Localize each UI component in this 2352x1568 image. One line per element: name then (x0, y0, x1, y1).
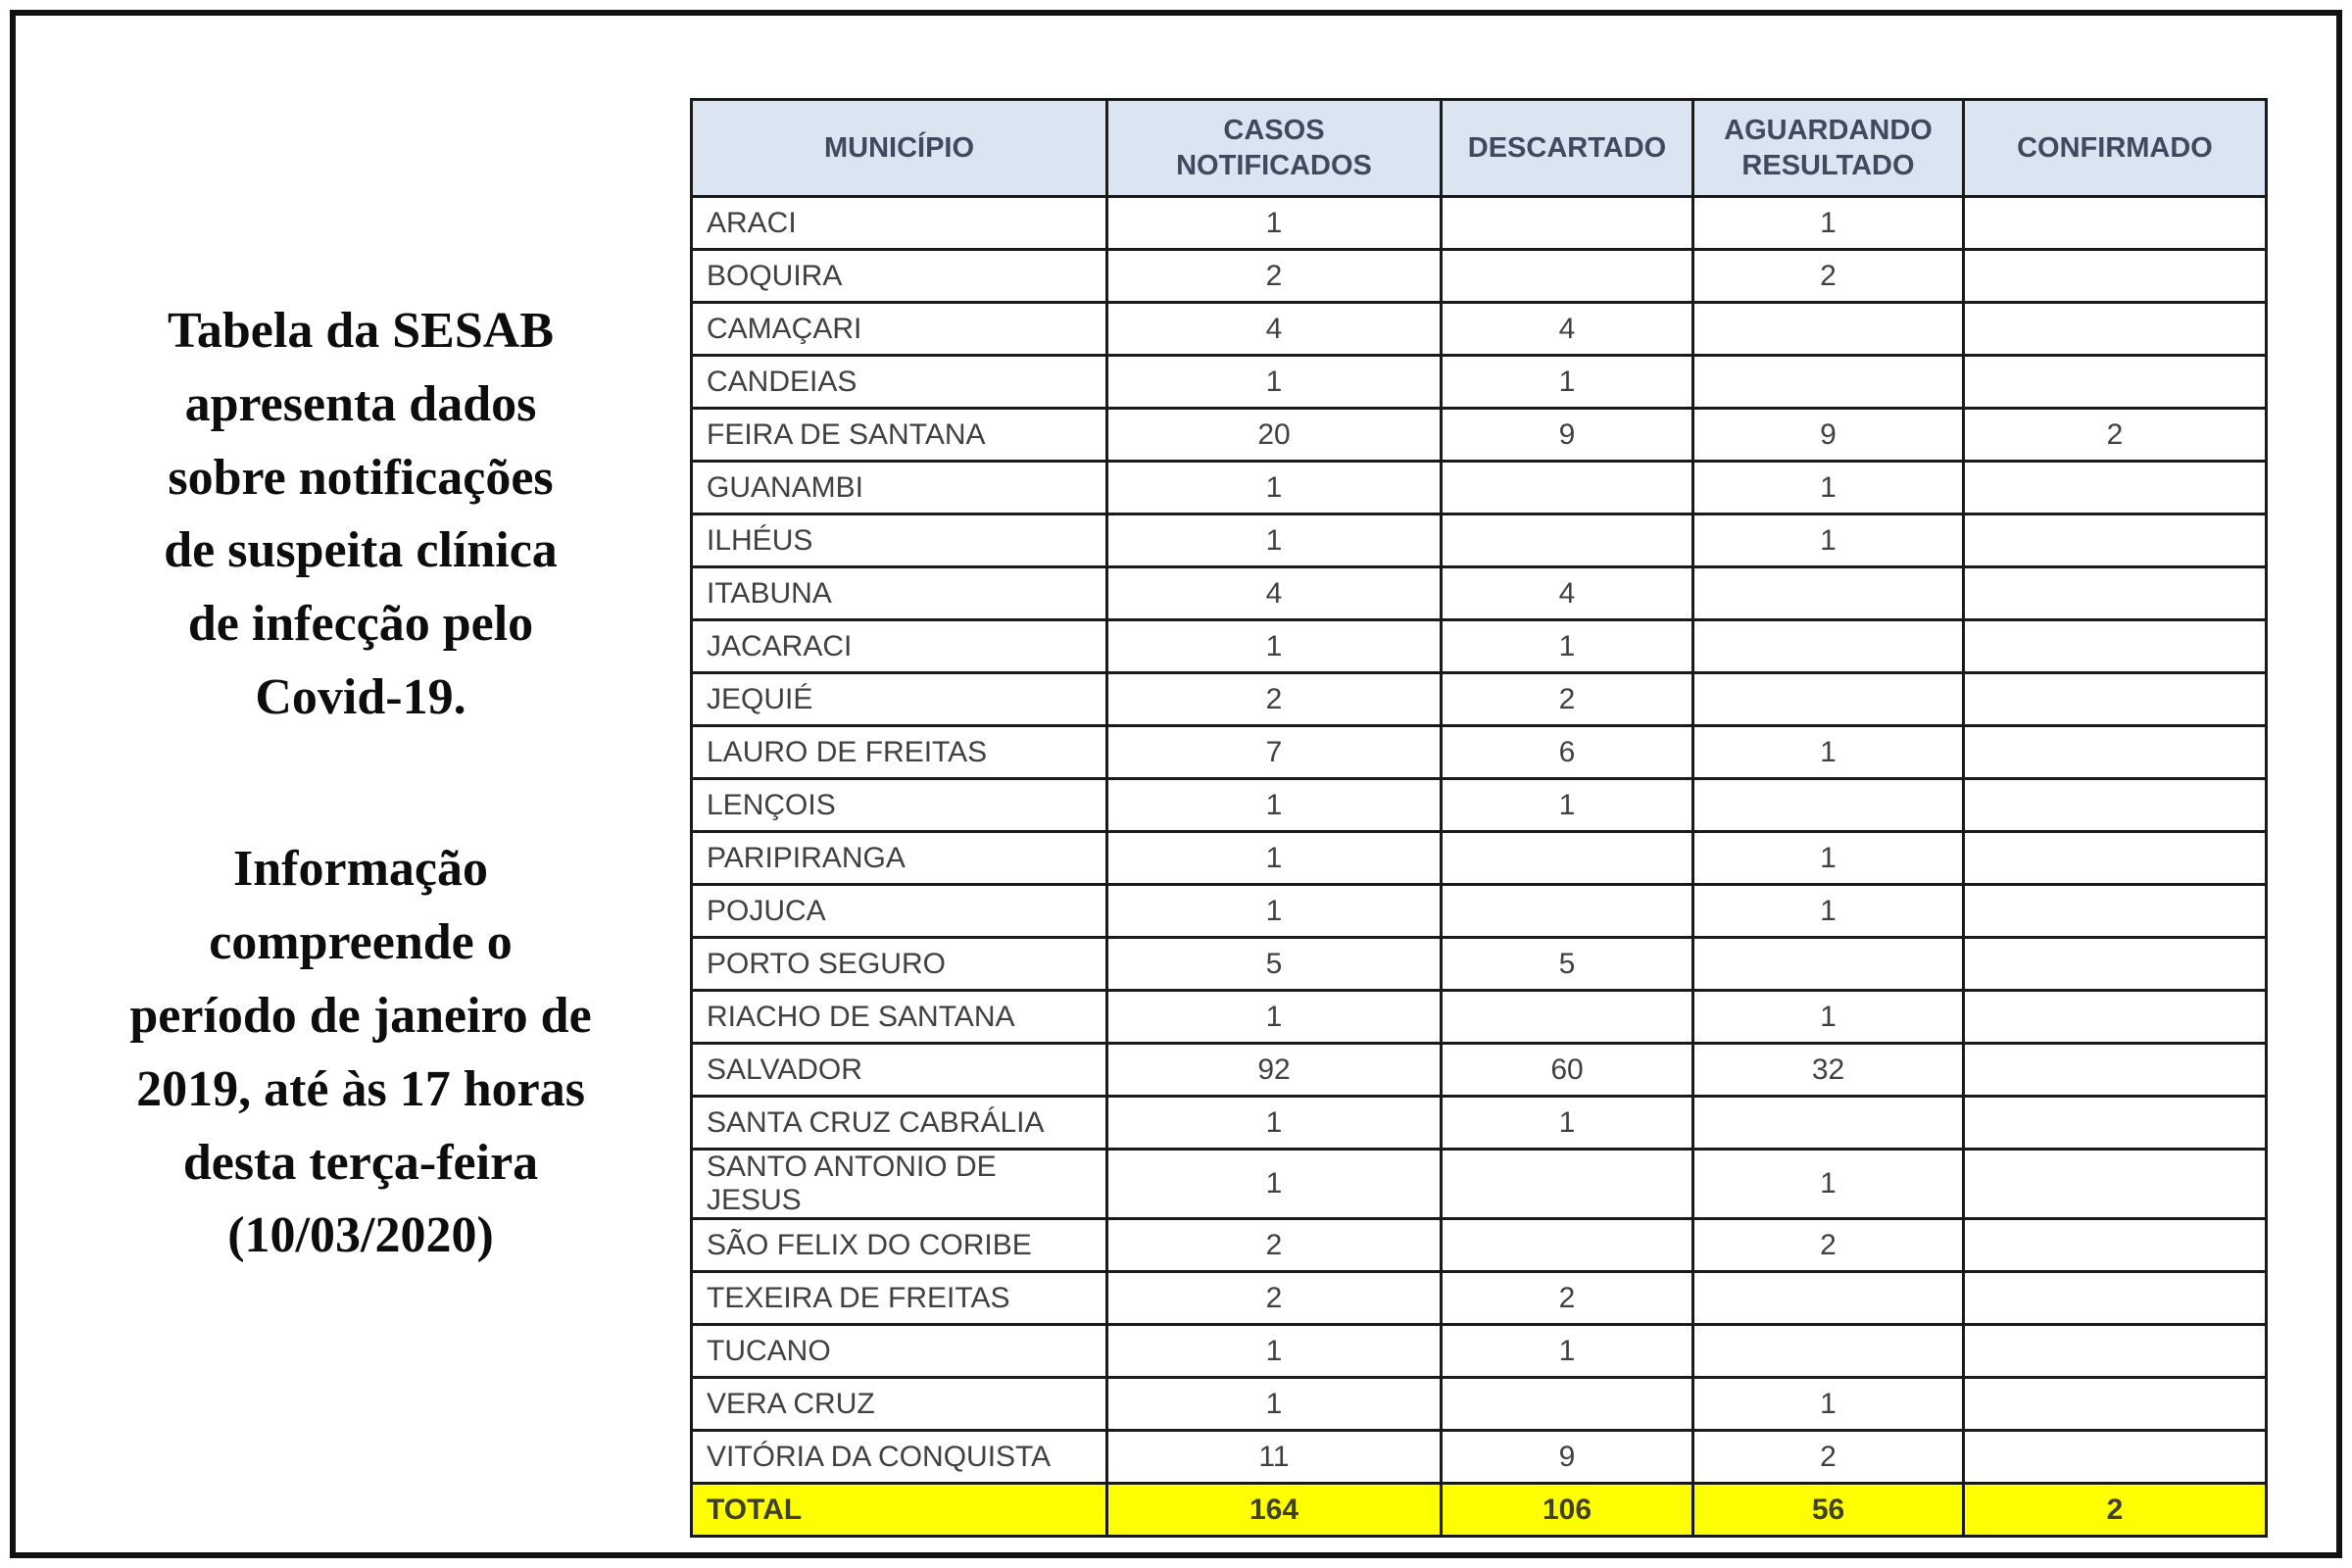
casos-notificados-cell: 1 (1107, 991, 1442, 1044)
caption-line: apresenta dados (184, 375, 537, 432)
municipality-cell: JEQUIÉ (692, 673, 1107, 726)
municipality-cell: GUANAMBI (692, 462, 1107, 514)
descartado-cell: 2 (1442, 1272, 1693, 1325)
aguardando-resultado-cell (1693, 1097, 1964, 1150)
descartado-cell (1442, 462, 1693, 514)
confirmado-cell (1964, 197, 2267, 250)
caption-line: Covid-19. (255, 669, 466, 726)
municipality-cell: CAMAÇARI (692, 303, 1107, 356)
confirmado-cell (1964, 938, 2267, 991)
column-header-municipio: MUNICÍPIO (692, 100, 1107, 197)
casos-notificados-cell: 2 (1107, 250, 1442, 303)
descartado-cell (1442, 197, 1693, 250)
aguardando-resultado-cell (1693, 303, 1964, 356)
confirmado-cell (1964, 1044, 2267, 1097)
table-row (692, 1484, 2267, 1537)
aguardando-resultado-cell: 1 (1693, 514, 1964, 567)
table-row (692, 1272, 2267, 1325)
descartado-cell: 4 (1442, 303, 1693, 356)
aguardando-resultado-cell (1693, 938, 1964, 991)
confirmado-cell (1964, 1150, 2267, 1219)
casos-notificados-cell: 1 (1107, 356, 1442, 409)
casos-notificados-cell: 2 (1107, 673, 1442, 726)
table-row (692, 462, 2267, 514)
descartado-cell: 60 (1442, 1044, 1693, 1097)
table-row (692, 1097, 2267, 1150)
descartado-cell (1442, 514, 1693, 567)
table-row (692, 356, 2267, 409)
table-row (692, 1219, 2267, 1272)
municipality-cell: LENÇOIS (692, 779, 1107, 832)
casos-notificados-cell: 2 (1107, 1272, 1442, 1325)
descartado-cell: 4 (1442, 567, 1693, 620)
table-row (692, 409, 2267, 462)
aguardando-resultado-cell: 1 (1693, 197, 1964, 250)
descartado-cell (1442, 250, 1693, 303)
descartado-cell (1442, 991, 1693, 1044)
table-row (692, 1325, 2267, 1378)
confirmado-cell (1964, 779, 2267, 832)
column-header-confirmado: CONFIRMADO (1964, 100, 2267, 197)
municipality-cell: JACARACI (692, 620, 1107, 673)
descartado-cell: 1 (1442, 779, 1693, 832)
descartado-cell: 5 (1442, 938, 1693, 991)
casos-notificados-cell: 1 (1107, 1150, 1442, 1219)
caption-paragraph-1 (47, 295, 674, 735)
descartado-cell: 1 (1442, 620, 1693, 673)
casos-notificados-cell: 5 (1107, 938, 1442, 991)
municipality-cell: PARIPIRANGA (692, 832, 1107, 885)
aguardando-resultado-cell: 2 (1693, 250, 1964, 303)
table-row (692, 1150, 2267, 1219)
confirmado-cell (1964, 1431, 2267, 1484)
table-row (692, 673, 2267, 726)
confirmado-cell (1964, 250, 2267, 303)
casos-notificados-cell: 7 (1107, 726, 1442, 779)
casos-notificados-cell: 92 (1107, 1044, 1442, 1097)
caption-line: desta terça-feira (182, 1134, 539, 1191)
municipality-cell: ITABUNA (692, 567, 1107, 620)
confirmado-cell (1964, 567, 2267, 620)
table-row (692, 250, 2267, 303)
casos-notificados-cell: 4 (1107, 303, 1442, 356)
caption-line: (10/03/2020) (227, 1207, 494, 1264)
table-row (692, 832, 2267, 885)
casos-notificados-cell: 1 (1107, 620, 1442, 673)
municipality-cell: SANTA CRUZ CABRÁLIA (692, 1097, 1107, 1150)
table-row (692, 885, 2267, 938)
municipality-cell: ARACI (692, 197, 1107, 250)
aguardando-resultado-cell: 1 (1693, 991, 1964, 1044)
aguardando-resultado-cell: 1 (1693, 832, 1964, 885)
municipality-cell: FEIRA DE SANTANA (692, 409, 1107, 462)
aguardando-resultado-cell: 1 (1693, 885, 1964, 938)
casos-notificados-cell: 1 (1107, 462, 1442, 514)
table-row (692, 514, 2267, 567)
confirmado-cell (1964, 832, 2267, 885)
casos-notificados-cell: 1 (1107, 197, 1442, 250)
municipality-cell: TUCANO (692, 1325, 1107, 1378)
aguardando-resultado-cell: 56 (1693, 1484, 1964, 1537)
municipality-cell: ILHÉUS (692, 514, 1107, 567)
casos-notificados-cell: 1 (1107, 832, 1442, 885)
municipality-cell: POJUCA (692, 885, 1107, 938)
aguardando-resultado-cell: 1 (1693, 1378, 1964, 1431)
caption (47, 0, 674, 1568)
aguardando-resultado-cell (1693, 1325, 1964, 1378)
casos-notificados-cell: 20 (1107, 409, 1442, 462)
casos-notificados-cell: 2 (1107, 1219, 1442, 1272)
caption-line: período de janeiro de (129, 987, 592, 1044)
table-body (692, 197, 2267, 1537)
municipality-cell: LAURO DE FREITAS (692, 726, 1107, 779)
descartado-cell (1442, 1378, 1693, 1431)
confirmado-cell (1964, 1219, 2267, 1272)
column-header-casos-notificados: CASOS NOTIFICADOS (1107, 100, 1442, 197)
column-header-descartado: DESCARTADO (1442, 100, 1693, 197)
casos-notificados-cell: 4 (1107, 567, 1442, 620)
table-row (692, 197, 2267, 250)
descartado-cell: 6 (1442, 726, 1693, 779)
caption-paragraph-2 (47, 833, 674, 1273)
aguardando-resultado-cell: 9 (1693, 409, 1964, 462)
table-row (692, 1044, 2267, 1097)
descartado-cell: 106 (1442, 1484, 1693, 1537)
covid-notifications-table (690, 98, 2268, 1538)
municipality-cell: CANDEIAS (692, 356, 1107, 409)
confirmado-cell (1964, 462, 2267, 514)
descartado-cell: 2 (1442, 673, 1693, 726)
municipality-cell: SÃO FELIX DO CORIBE (692, 1219, 1107, 1272)
municipality-cell: TEXEIRA DE FREITAS (692, 1272, 1107, 1325)
descartado-cell (1442, 1150, 1693, 1219)
aguardando-resultado-cell: 2 (1693, 1219, 1964, 1272)
descartado-cell: 9 (1442, 1431, 1693, 1484)
table-row (692, 938, 2267, 991)
confirmado-cell (1964, 620, 2267, 673)
aguardando-resultado-cell: 32 (1693, 1044, 1964, 1097)
caption-line: 2019, até às 17 horas (136, 1060, 585, 1117)
municipality-cell: RIACHO DE SANTANA (692, 991, 1107, 1044)
table-row (692, 991, 2267, 1044)
table-row (692, 1378, 2267, 1431)
aguardando-resultado-cell (1693, 779, 1964, 832)
caption-line: de suspeita clínica (164, 522, 558, 579)
casos-notificados-cell: 1 (1107, 1097, 1442, 1150)
municipality-cell: VERA CRUZ (692, 1378, 1107, 1431)
confirmado-cell (1964, 1272, 2267, 1325)
aguardando-resultado-cell: 2 (1693, 1431, 1964, 1484)
municipality-cell: BOQUIRA (692, 250, 1107, 303)
confirmado-cell: 2 (1964, 1484, 2267, 1537)
column-header-aguardando-resultado: AGUARDANDO RESULTADO (1693, 100, 1964, 197)
confirmado-cell (1964, 673, 2267, 726)
table-row (692, 779, 2267, 832)
confirmado-cell (1964, 1097, 2267, 1150)
confirmado-cell (1964, 991, 2267, 1044)
descartado-cell: 1 (1442, 356, 1693, 409)
aguardando-resultado-cell: 1 (1693, 462, 1964, 514)
confirmado-cell (1964, 356, 2267, 409)
confirmado-cell (1964, 514, 2267, 567)
caption-line: Informação (233, 841, 488, 897)
descartado-cell: 1 (1442, 1325, 1693, 1378)
casos-notificados-cell: 1 (1107, 1325, 1442, 1378)
municipality-cell: VITÓRIA DA CONQUISTA (692, 1431, 1107, 1484)
descartado-cell (1442, 885, 1693, 938)
aguardando-resultado-cell (1693, 620, 1964, 673)
confirmado-cell: 2 (1964, 409, 2267, 462)
confirmado-cell (1964, 726, 2267, 779)
municipality-cell: PORTO SEGURO (692, 938, 1107, 991)
aguardando-resultado-cell (1693, 567, 1964, 620)
descartado-cell: 9 (1442, 409, 1693, 462)
caption-line: sobre notificações (168, 449, 554, 506)
confirmado-cell (1964, 303, 2267, 356)
table-row (692, 620, 2267, 673)
descartado-cell (1442, 1219, 1693, 1272)
descartado-cell (1442, 832, 1693, 885)
casos-notificados-cell: 164 (1107, 1484, 1442, 1537)
caption-line: de infecção pelo (187, 596, 534, 653)
casos-notificados-cell: 1 (1107, 885, 1442, 938)
table-row (692, 1431, 2267, 1484)
casos-notificados-cell: 1 (1107, 514, 1442, 567)
descartado-cell: 1 (1442, 1097, 1693, 1150)
casos-notificados-cell: 1 (1107, 779, 1442, 832)
aguardando-resultado-cell (1693, 673, 1964, 726)
table-row (692, 303, 2267, 356)
municipality-cell: SALVADOR (692, 1044, 1107, 1097)
casos-notificados-cell: 1 (1107, 1378, 1442, 1431)
caption-line: Tabela da SESAB (167, 302, 555, 359)
municipality-cell: TOTAL (692, 1484, 1107, 1537)
confirmado-cell (1964, 1378, 2267, 1431)
table-row (692, 726, 2267, 779)
confirmado-cell (1964, 885, 2267, 938)
aguardando-resultado-cell (1693, 356, 1964, 409)
caption-line: compreende o (209, 913, 513, 970)
aguardando-resultado-cell: 1 (1693, 726, 1964, 779)
table-header-row (692, 100, 2267, 197)
casos-notificados-cell: 11 (1107, 1431, 1442, 1484)
aguardando-resultado-cell: 1 (1693, 1150, 1964, 1219)
table-row (692, 567, 2267, 620)
municipality-cell: SANTO ANTONIO DE JESUS (692, 1150, 1107, 1219)
confirmado-cell (1964, 1325, 2267, 1378)
aguardando-resultado-cell (1693, 1272, 1964, 1325)
